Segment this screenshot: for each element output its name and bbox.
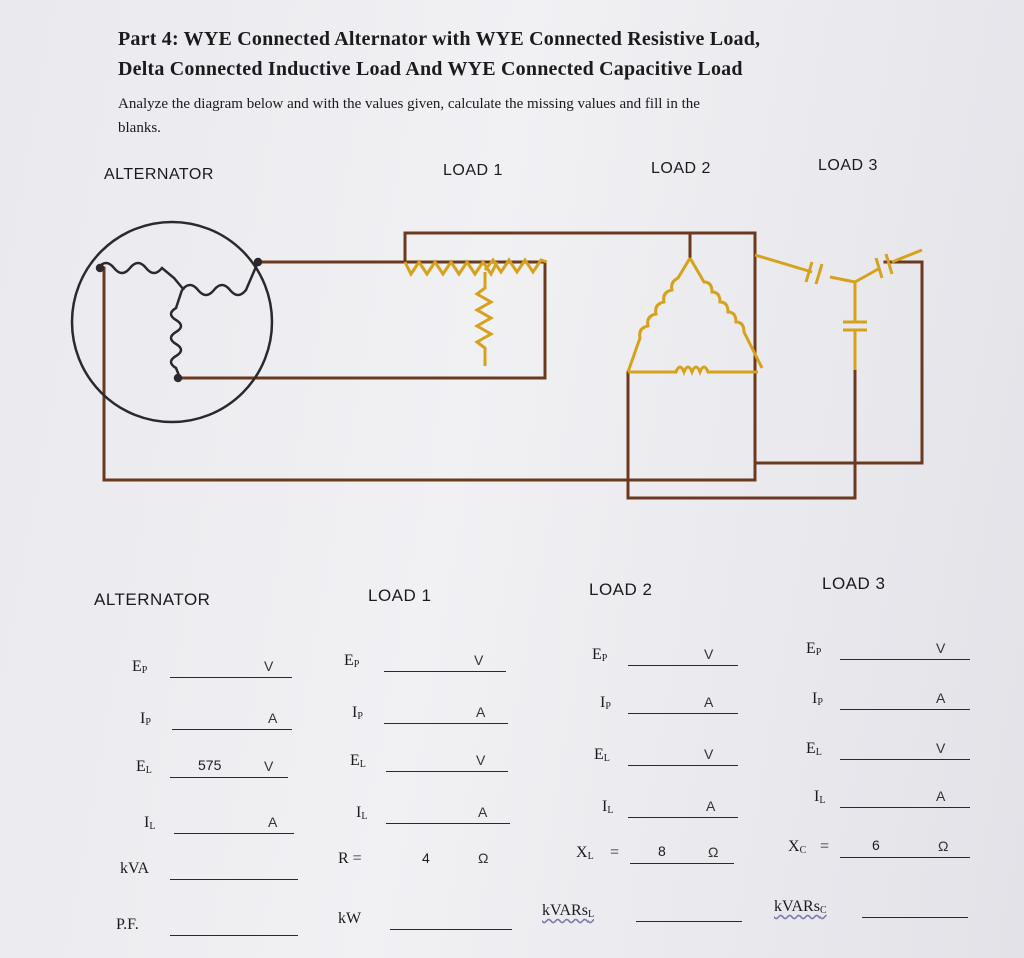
load1-row-ep (344, 648, 514, 672)
load1-resistor-left (405, 262, 497, 274)
load2-xl-unit: Ω (708, 844, 719, 860)
alternator-pf-label: P.F. (116, 916, 139, 933)
load2-row-el (594, 742, 754, 766)
alternator-winding-a (98, 263, 184, 290)
instructions-line-1: Analyze the diagram below and with the values given, calculate the missing values and fill in the (118, 96, 700, 112)
load1-ep-blank[interactable] (384, 649, 506, 672)
load2-el-blank[interactable] (628, 743, 738, 766)
load3-row-il (814, 784, 984, 808)
load2-xl-equals: = (610, 844, 620, 861)
load1-ep-unit: V (474, 652, 484, 668)
load3-ep-blank[interactable] (840, 637, 970, 660)
diagram-label-load1: LOAD 1 (443, 162, 503, 179)
alternator-row-ip (140, 706, 310, 730)
load3-ip-blank[interactable] (840, 687, 970, 710)
load3-il-label: $I_L$ (814, 788, 826, 806)
load1-row-il (356, 800, 526, 824)
load2-ep-label: $E_P$ (592, 646, 608, 664)
load3-xc-blank[interactable] (840, 835, 970, 858)
load2-il-blank[interactable] (628, 795, 738, 818)
alternator-terminal-a (97, 265, 103, 271)
alternator-ip-unit: A (268, 710, 278, 726)
load2-ep-unit: V (704, 646, 714, 662)
load3-xc-unit: Ω (938, 838, 949, 854)
load1-r-unit: Ω (478, 850, 489, 866)
load1-il-label: $I_L$ (356, 804, 368, 822)
load1-kw-label: kW (338, 910, 362, 927)
alternator-winding-b (182, 262, 258, 295)
load1-kw-blank[interactable] (390, 907, 512, 930)
title-line-1: Part 4: WYE Connected Alternator with WYE Connected Resistive Load, (118, 28, 761, 50)
load2-delta-left (628, 258, 690, 372)
load3-kvars-label: kVARs$_C$ (774, 898, 827, 916)
diagram-label-alternator: ALTERNATOR (104, 166, 214, 183)
load3-el-blank[interactable] (840, 737, 970, 760)
title-line-2: Delta Connected Inductive Load And WYE Connected Capacitive Load (118, 58, 743, 80)
diagram-label-load2: LOAD 2 (651, 160, 711, 177)
load1-resistor-down (477, 272, 491, 366)
load1-el-blank[interactable] (386, 749, 508, 772)
wire-line-d (755, 262, 922, 463)
load2-el-label: $E_L$ (594, 746, 610, 764)
load3-row-ep (806, 636, 976, 660)
load2-ep-blank[interactable] (628, 643, 738, 666)
load1-row-el (350, 748, 520, 772)
load2-ip-blank[interactable] (628, 691, 738, 714)
instructions-line-2: blanks. (118, 120, 161, 136)
load1-il-unit: A (478, 804, 488, 820)
load1-r-value: 4 (422, 850, 430, 866)
load3-ip-label: $I_P$ (812, 690, 823, 708)
load1-ip-blank[interactable] (384, 701, 508, 724)
load1-r-label: R = (338, 850, 362, 867)
alternator-circle (72, 222, 272, 422)
load2-il-label: $I_L$ (602, 798, 614, 816)
load1-row-kw (338, 906, 528, 930)
alternator-row-kva (120, 856, 310, 880)
load2-kvars-label: kVARs$_L$ (542, 902, 595, 920)
load2-row-kvars (542, 898, 752, 922)
load2-ip-label: $I_P$ (600, 694, 611, 712)
load3-row-el (806, 736, 976, 760)
load3-row-xc (788, 834, 978, 858)
alternator-kva-blank[interactable] (170, 857, 298, 880)
alternator-row-ep (132, 654, 302, 678)
load3-row-kvars (774, 894, 974, 918)
table-heading-load1: LOAD 1 (368, 586, 432, 605)
load2-xl-label: $X_L$ (576, 844, 594, 862)
load1-row-ip (352, 700, 522, 724)
load1-il-blank[interactable] (386, 801, 510, 824)
alternator-el-label: $E_L$ (136, 758, 152, 776)
table-heading-load3: LOAD 3 (822, 574, 886, 593)
load3-cap-right-plate2 (886, 254, 892, 274)
wire-line-a (258, 262, 545, 378)
table-heading-load2: LOAD 2 (589, 580, 653, 599)
load3-xc-label: $X_C$ (788, 838, 807, 856)
alternator-el-value: 575 (198, 757, 222, 773)
load3-ip-unit: A (936, 690, 946, 706)
load3-branch-left (755, 255, 855, 282)
load3-xc-equals: = (820, 838, 830, 855)
load2-ip-unit: A (704, 694, 714, 710)
load1-ip-label: $I_P$ (352, 704, 363, 722)
load1-row-r (338, 846, 508, 870)
diagram-label-load3: LOAD 3 (818, 157, 878, 174)
alternator-terminal-b (255, 259, 261, 265)
load2-el-unit: V (704, 746, 714, 762)
load2-row-ep (592, 642, 752, 666)
load1-ip-unit: A (476, 704, 486, 720)
load3-xc-value: 6 (872, 837, 880, 853)
alternator-row-pf (116, 912, 306, 936)
load3-el-label: $E_L$ (806, 740, 822, 758)
load3-ep-label: $E_P$ (806, 640, 822, 658)
load2-row-xl (576, 840, 746, 864)
load1-el-label: $E_L$ (350, 752, 366, 770)
load2-kvars-blank[interactable] (636, 899, 742, 922)
load3-il-unit: A (936, 788, 946, 804)
load3-cap-left-plate2 (816, 264, 822, 284)
table-heading-alternator: ALTERNATOR (94, 590, 211, 609)
load2-il-unit: A (706, 798, 716, 814)
alternator-el-unit: V (264, 758, 274, 774)
alternator-terminal-c (175, 375, 181, 381)
load1-ep-label: $E_P$ (344, 652, 360, 670)
alternator-kva-label: kVA (120, 860, 150, 877)
alternator-ep-unit: V (264, 658, 274, 674)
alternator-ep-blank[interactable] (170, 655, 292, 678)
load3-el-unit: V (936, 740, 946, 756)
alternator-ip-label: $I_P$ (140, 710, 151, 728)
load3-ep-unit: V (936, 640, 946, 656)
load2-delta-right (690, 258, 762, 368)
load2-row-ip (600, 690, 760, 714)
load3-il-blank[interactable] (840, 785, 970, 808)
alternator-il-unit: A (268, 814, 278, 830)
alternator-winding-c (171, 290, 182, 378)
load2-row-il (602, 794, 762, 818)
alternator-row-il (144, 810, 314, 834)
alternator-row-el (136, 754, 306, 778)
alternator-ep-label: $E_P$ (132, 658, 148, 676)
alternator-pf-blank[interactable] (170, 913, 298, 936)
load3-cap-right-plate1 (876, 258, 882, 278)
load3-kvars-blank[interactable] (862, 895, 968, 918)
load1-el-unit: V (476, 752, 486, 768)
alternator-il-label: $I_L$ (144, 814, 156, 832)
load3-row-ip (812, 686, 982, 710)
load2-xl-value: 8 (658, 843, 666, 859)
load2-delta-bottom (628, 367, 758, 372)
